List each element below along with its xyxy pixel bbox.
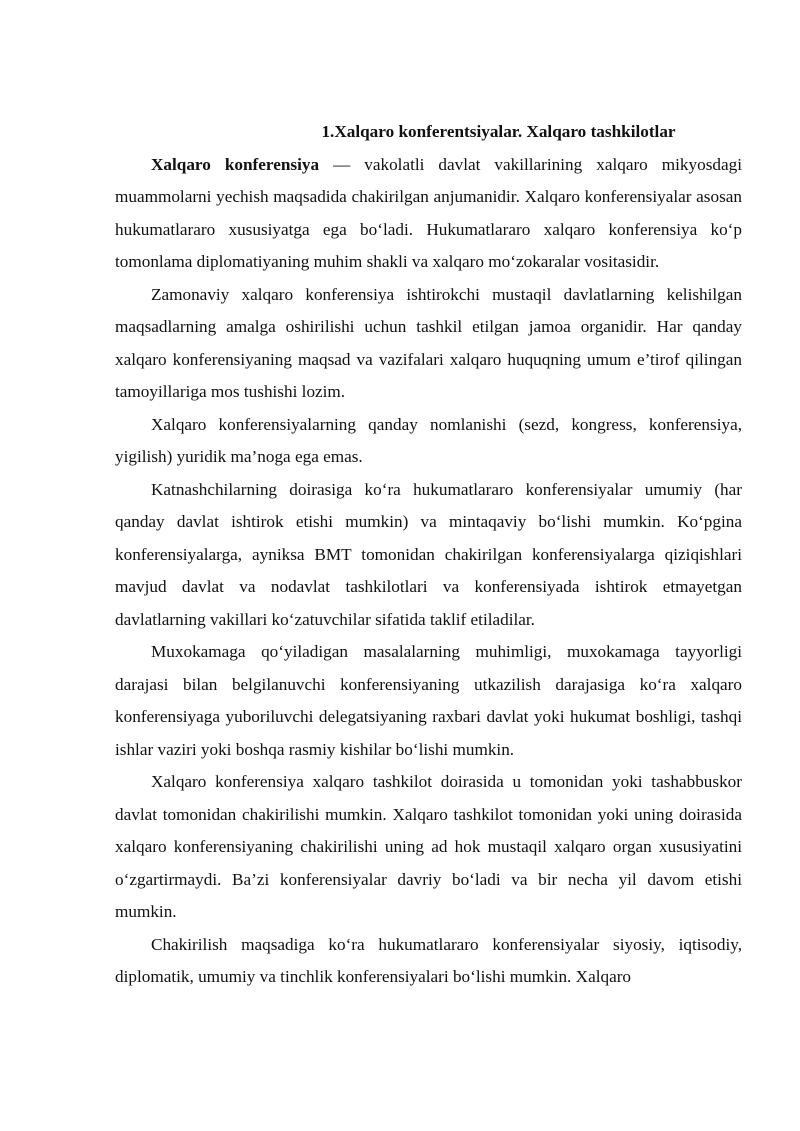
paragraph-continued: Chakirilish maqsadiga koʻra hukumatlararo konferensiyalar siyosiy, iqtisodiy, diplomatik, umumiy va tinchlik konferensiyalari boʻlishi mumkin. Xalqaro (115, 934, 742, 986)
document-body (115, 116, 742, 994)
paragraph: Zamonaviy xalqaro konferensiya ishtirokchi mustaqil davlatlarning kelishilgan maqsadlarning amalga oshirilishi uchun tashkil etilgan jamoa organidir. Har qanday xalqaro konferensiyaning maqsad va vazifalari xalqaro huquqning umum e’tirof qilingan tamoyillariga mos tushishi lozim. (115, 284, 742, 401)
paragraph: Muxokamaga qoʻyiladigan masalalarning muhimligi, muxokamaga tayyorligi darajasi bilan belgilanuvchi konferensiyaning utkazilish darajasiga koʻra xalqaro konferensiyaga yuboriluvchi delegatsiyaning raxbari davlat yoki hukumat boshligi, tashqi ishlar vaziri yoki boshqa rasmiy kishilar boʻlishi mumkin. (115, 642, 742, 759)
paragraph: Katnashchilarning doirasiga koʻra hukumatlararo konferensiyalar umumiy (har qanday davlat ishtirok etishi mumkin) va mintaqaviy boʻlishi mumkin. Koʻpgina konferensiyalarga, ayniksa BMT tomonidan chakirilgan konferensiyalarga qiziqishlari mavjud davlat va nodavlat tashkilotlari va konferensiyada ishtirok etmayetgan davlatlarning vakillari koʻzatuvchilar sifatida taklif etiladilar. (115, 479, 742, 629)
paragraph-definition (115, 149, 742, 279)
paragraph: Xalqaro konferensiya xalqaro tashkilot doirasida u tomonidan yoki tashabbuskor davlat tomonidan chakirilishi mumkin. Xalqaro tashkilot tomonidan yoki uning doirasida xalqaro konferensiyaning chakirilishi uning ad hok mustaqil xalqaro organ xususiyatini oʻzgartirmaydi. Ba’zi konferensiyalar davriy boʻladi va bir necha yil davom etishi mumkin. (115, 772, 742, 921)
paragraph: Xalqaro konferensiyalarning qanday nomlanishi (sezd, kongress, konferensiya, yigilish) yuridik ma’noga ega emas. (115, 414, 742, 466)
defined-term: Xalqaro konferensiya (151, 154, 320, 174)
section-title: 1.Xalqaro konferentsiyalar. Xalqaro tashkilotlar (321, 122, 676, 141)
paragraph-text: — vakolatli davlat vakillarining xalqaro mikyosdagi muammolarni yechish maqsadida chakirilgan anjumanidir. Xalqaro konferensiyalar asosan hukumatlararo xususiyatga ega boʻladi. Hukumatlararo xalqaro konferensiya koʻp tomonlama diplomatiyaning muhim shakli va xalqaro moʻzokaralar vositasidir. (115, 154, 742, 271)
